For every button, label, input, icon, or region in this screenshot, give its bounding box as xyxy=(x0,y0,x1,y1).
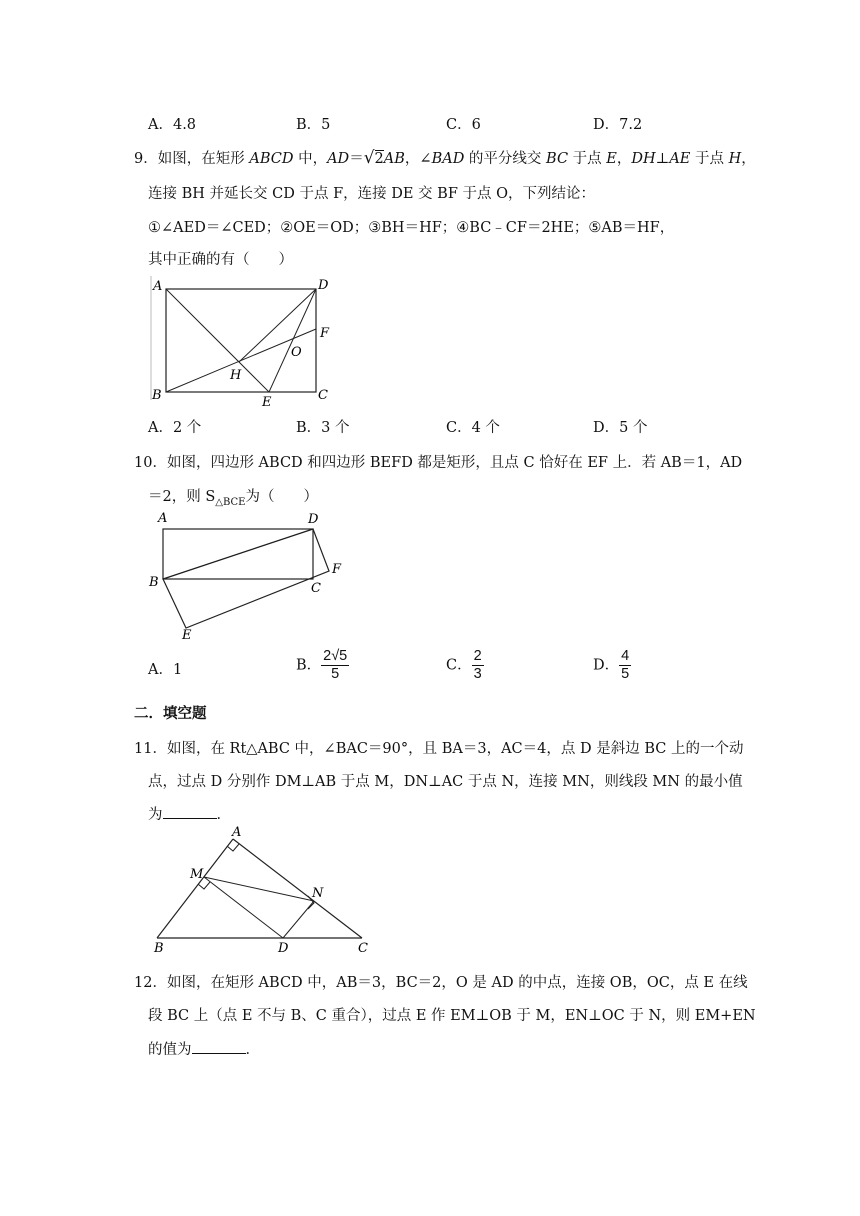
q9-figure xyxy=(148,272,338,410)
q9-option-b: B．3 个 xyxy=(296,420,350,436)
option-label: C． xyxy=(446,657,472,674)
q11-line-2: 点，过点 D 分别作 DM⊥AB 于点 M，DN⊥AC 于点 N，连接 MN，则线段 MN 的最小值 xyxy=(148,774,743,790)
q12-line-2: 段 BC 上（点 E 不与 B、C 重合），过点 E 作 EM⊥OB 于 M，EN⊥OC 于 N，则 EM+EN xyxy=(148,1008,756,1024)
q10-number: 10． xyxy=(134,455,167,471)
option-label: D． xyxy=(593,657,620,674)
q12-line-1 xyxy=(134,971,748,992)
q9-text: ， xyxy=(741,151,756,167)
q9-text: ，∠ xyxy=(404,151,432,167)
q10-text: ＝2，则 S xyxy=(148,489,216,505)
q9-bc: BC xyxy=(546,151,569,167)
q10-label-e: E xyxy=(182,628,192,643)
q11-label-a: A xyxy=(232,825,242,840)
q9-text: ＝ xyxy=(349,151,364,167)
q10-subscript: △BCE xyxy=(215,496,246,508)
q11-figure xyxy=(148,824,378,956)
fraction-denominator: 5 xyxy=(621,666,630,682)
q10-label-c: C xyxy=(311,581,321,596)
q11-label-d: D xyxy=(278,941,289,956)
q9-line-4: 其中正确的有（ ） xyxy=(148,252,293,268)
q9-ae: AE xyxy=(669,151,691,167)
q9-h: H xyxy=(728,151,742,167)
q9-text: 于点 xyxy=(690,151,729,167)
q11-line-1 xyxy=(134,737,743,758)
q10-label-a: A xyxy=(158,511,168,526)
q9-label-f: F xyxy=(320,326,330,341)
q10-text: 如图，四边形 ABCD 和四边形 BEFD 都是矩形，且点 C 恰好在 EF 上．若 AB＝1，AD xyxy=(166,455,743,471)
answer-blank[interactable] xyxy=(192,1041,246,1054)
q10-option-b xyxy=(296,648,349,683)
q11-label-b: B xyxy=(154,941,164,956)
q9-label-a: A xyxy=(153,279,163,294)
q11-line-3 xyxy=(148,803,231,824)
sqrt-symbol: √ xyxy=(363,148,375,168)
q9-text: ⊥ xyxy=(655,151,670,167)
q9-text: ， xyxy=(616,151,632,167)
q12-number: 12． xyxy=(134,975,167,991)
q8-option-a: A．4.8 xyxy=(148,117,197,133)
q12-line-3 xyxy=(148,1038,260,1059)
q11-number: 11． xyxy=(134,741,167,757)
q10-label-b: B xyxy=(149,575,159,590)
q9-number: 9． xyxy=(134,151,158,167)
q12-text: 的值为 xyxy=(148,1042,192,1058)
q11-text: ． xyxy=(216,807,231,823)
fraction-denominator: 3 xyxy=(473,666,482,682)
fraction-numerator: 2√5 xyxy=(323,648,348,664)
q9-line-2: 连接 BH 并延长交 CD 于点 F，连接 DE 交 BF 于点 O，下列结论： xyxy=(148,186,595,202)
q9-ab: AB xyxy=(383,151,405,167)
q9-option-c: C．4 个 xyxy=(446,420,500,436)
q9-text: 中， xyxy=(293,151,328,167)
q9-text: 如图，在矩形 xyxy=(157,151,250,167)
q11-label-c: C xyxy=(358,941,368,956)
fraction xyxy=(472,648,484,683)
q9-text: 的平分线交 xyxy=(464,151,547,167)
q10-text: 为（ ） xyxy=(245,489,318,505)
q9-text: 于点 xyxy=(568,151,607,167)
q10-figure xyxy=(146,508,356,646)
fraction xyxy=(321,648,349,683)
q9-ad: AD xyxy=(327,151,350,167)
option-label: B． xyxy=(296,657,322,674)
q10-option-d xyxy=(593,648,631,683)
q9-option-d: D．5 个 xyxy=(593,420,648,436)
fraction-numerator: 2 xyxy=(473,648,482,664)
fraction xyxy=(619,648,631,683)
q9-dh: DH xyxy=(631,151,656,167)
fraction-denominator: 5 xyxy=(331,666,340,682)
q12-text: ． xyxy=(245,1042,260,1058)
q8-option-d: D．7.2 xyxy=(593,117,643,133)
q9-label-o: O xyxy=(291,345,302,360)
sqrt-radicand: 2 xyxy=(374,151,384,167)
q9-bad: BAD xyxy=(431,151,465,167)
q9-e: E xyxy=(606,151,617,167)
q8-option-c: C．6 xyxy=(446,117,481,133)
q12-text: 如图，在矩形 ABCD 中，AB＝3，BC＝2，O 是 AD 的中点，连接 OB，OC，点 E 在线 xyxy=(166,975,748,991)
q10-line-1 xyxy=(134,451,742,472)
q9-label-h: H xyxy=(230,368,242,383)
q10-label-f: F xyxy=(332,562,342,577)
q9-line-1 xyxy=(134,147,756,168)
fraction-numerator: 4 xyxy=(621,648,630,664)
q11-label-n: N xyxy=(312,886,324,901)
q9-label-d: D xyxy=(318,278,329,293)
answer-blank[interactable] xyxy=(163,806,217,819)
q11-label-m: M xyxy=(190,867,204,882)
q9-label-b: B xyxy=(152,388,162,403)
q10-option-c xyxy=(446,648,484,683)
q9-label-c: C xyxy=(318,388,328,403)
q9-option-a: A．2 个 xyxy=(148,420,202,436)
q9-abcd: ABCD xyxy=(249,151,294,167)
q9-line-3: ①∠AED＝∠CED；②OE＝OD；③BH＝HF；④BC﹣CF＝2HE；⑤AB＝HF， xyxy=(148,220,675,236)
q10-line-2 xyxy=(148,485,318,508)
q8-option-b: B．5 xyxy=(296,117,331,133)
section-heading-fill-in: 二．填空题 xyxy=(134,705,207,722)
q11-text: 如图，在 Rt△ABC 中，∠BAC＝90°，且 BA＝3，AC＝4，点 D 是斜边 BC 上的一个动 xyxy=(166,741,744,757)
q11-text: 为 xyxy=(148,807,163,823)
q10-label-d: D xyxy=(308,512,319,527)
q10-option-a: A．1 xyxy=(148,662,183,678)
q9-label-e: E xyxy=(262,395,272,410)
